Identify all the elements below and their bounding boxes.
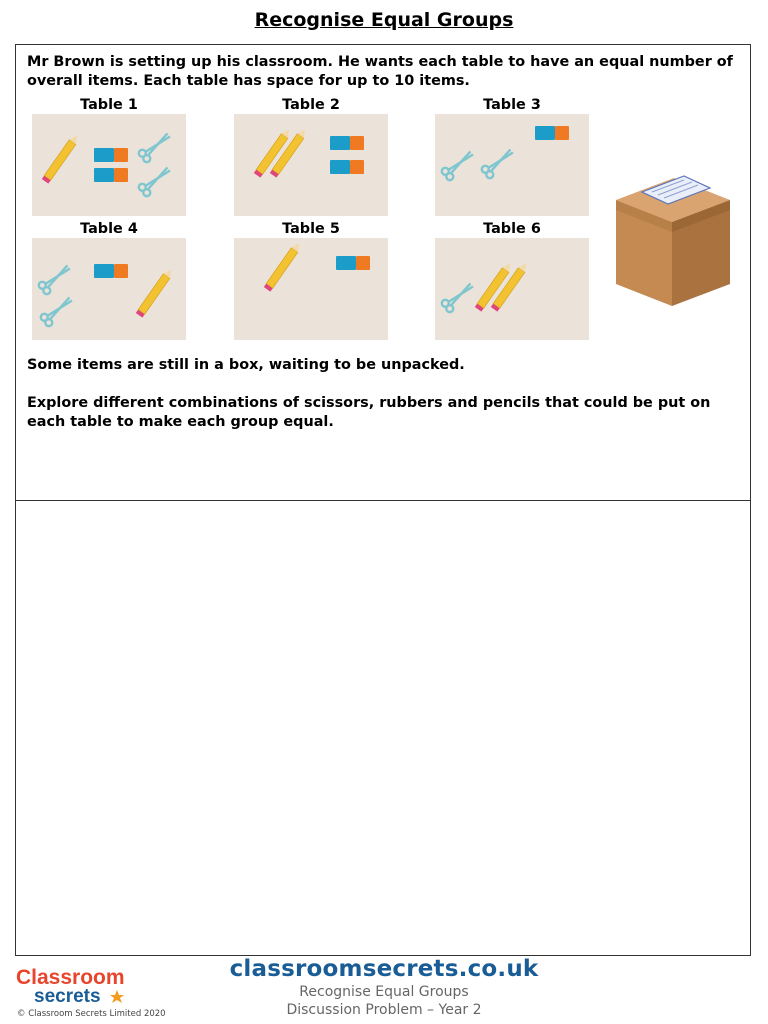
table-1-label: Table 1 (80, 97, 138, 113)
table-5-label: Table 5 (282, 221, 340, 237)
rubber-icon (94, 148, 128, 162)
table-3-image (435, 114, 589, 216)
table-6-label: Table 6 (483, 221, 541, 237)
box-note-text: Some items are still in a box, waiting to be unpacked. (27, 357, 465, 373)
website-link[interactable]: classroomsecrets.co.uk (229, 956, 539, 982)
table-2-image (234, 114, 388, 216)
rubber-icon (330, 160, 364, 174)
table-1-image (32, 114, 186, 216)
copyright-text: © Classroom Secrets Limited 2020 (17, 1009, 166, 1019)
intro-text: Mr Brown is setting up his classroom. He wants each table to have an equal number of overall items. Each table has space for up to 10 items. (27, 54, 733, 89)
rubber-icon (336, 256, 370, 270)
rubber-icon (535, 126, 569, 140)
rubber-icon (94, 264, 128, 278)
table-2-label: Table 2 (282, 97, 340, 113)
table-4-image (32, 238, 186, 340)
page-title: Recognise Equal Groups (254, 9, 514, 31)
task-text: Explore different combinations of scissors, rubbers and pencils that could be put on each table to make each group equal. (27, 395, 711, 430)
cardboard-box-image (612, 160, 734, 310)
table-4-label: Table 4 (80, 221, 138, 237)
footer-problem-type: Discussion Problem – Year 2 (286, 1002, 482, 1018)
logo-word1: Classroom (16, 966, 125, 989)
table-6-image (435, 238, 589, 340)
table-3-label: Table 3 (483, 97, 541, 113)
footer-subtitle: Recognise Equal Groups (299, 984, 469, 1000)
rubber-icon (94, 168, 128, 182)
logo-word2: secrets (34, 986, 101, 1007)
table-5-image (234, 238, 388, 340)
rubber-icon (330, 136, 364, 150)
answer-panel[interactable] (15, 501, 751, 956)
